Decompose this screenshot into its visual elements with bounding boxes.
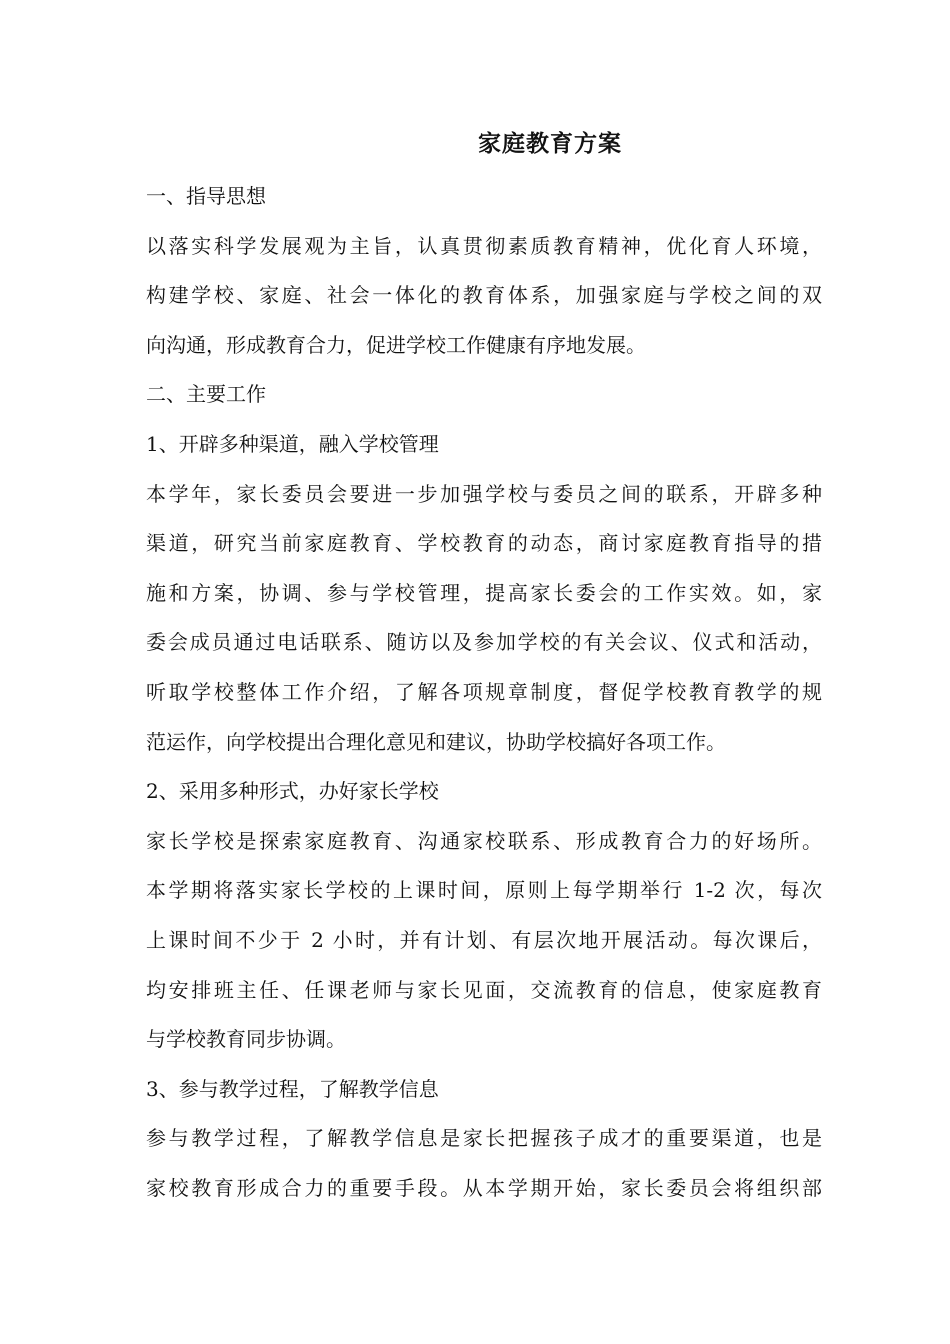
text-line: 1、开辟多种渠道，融入学校管理 — [146, 431, 439, 456]
text-line: 均安排班主任、任课老师与家长见面，交流教育的信息，使家庭教育 — [146, 977, 822, 1002]
document-title: 家庭教育方案 — [478, 130, 622, 157]
text-line: 本学年，家长委员会要进一步加强学校与委员之间的联系，开辟多种 — [146, 481, 822, 506]
text-line: 与学校教育同步协调。 — [146, 1027, 346, 1052]
text-line: 3、参与教学过程，了解教学信息 — [146, 1076, 439, 1101]
text-line: 向沟通，形成教育合力，促进学校工作健康有序地发展。 — [146, 332, 646, 357]
text-line: 参与教学过程，了解教学信息是家长把握孩子成才的重要渠道，也是 — [146, 1126, 822, 1151]
text-line: 上课时间不少于 2 小时，并有计划、有层次地开展活动。每次课后， — [146, 927, 822, 952]
text-line: 以落实科学发展观为主旨，认真贯彻素质教育精神，优化育人环境， — [146, 233, 822, 258]
text-line: 施和方案，协调、参与学校管理，提高家长委会的工作实效。如，家 — [146, 580, 822, 605]
text-line: 2、采用多种形式，办好家长学校 — [146, 779, 439, 804]
text-line: 渠道，研究当前家庭教育、学校教育的动态，商讨家庭教育指导的措 — [146, 531, 822, 556]
text-line: 范运作，向学校提出合理化意见和建议，协助学校搞好各项工作。 — [146, 729, 726, 754]
text-line: 本学期将落实家长学校的上课时间，原则上每学期举行 1-2 次，每次 — [146, 878, 822, 903]
text-line: 家长学校是探索家庭教育、沟通家校联系、形成教育合力的好场所。 — [146, 828, 822, 853]
text-line: 一、指导思想 — [146, 184, 266, 208]
text-line: 委会成员通过电话联系、随访以及参加学校的有关会议、仪式和活动， — [146, 630, 822, 655]
text-line: 听取学校整体工作介绍，了解各项规章制度，督促学校教育教学的规 — [146, 679, 822, 704]
text-line: 构建学校、家庭、社会一体化的教育体系，加强家庭与学校之间的双 — [146, 283, 822, 308]
text-line: 二、主要工作 — [146, 382, 266, 407]
document-body — [146, 179, 822, 1220]
text-line: 家校教育形成合力的重要手段。从本学期开始，家长委员会将组织部 — [146, 1175, 822, 1200]
